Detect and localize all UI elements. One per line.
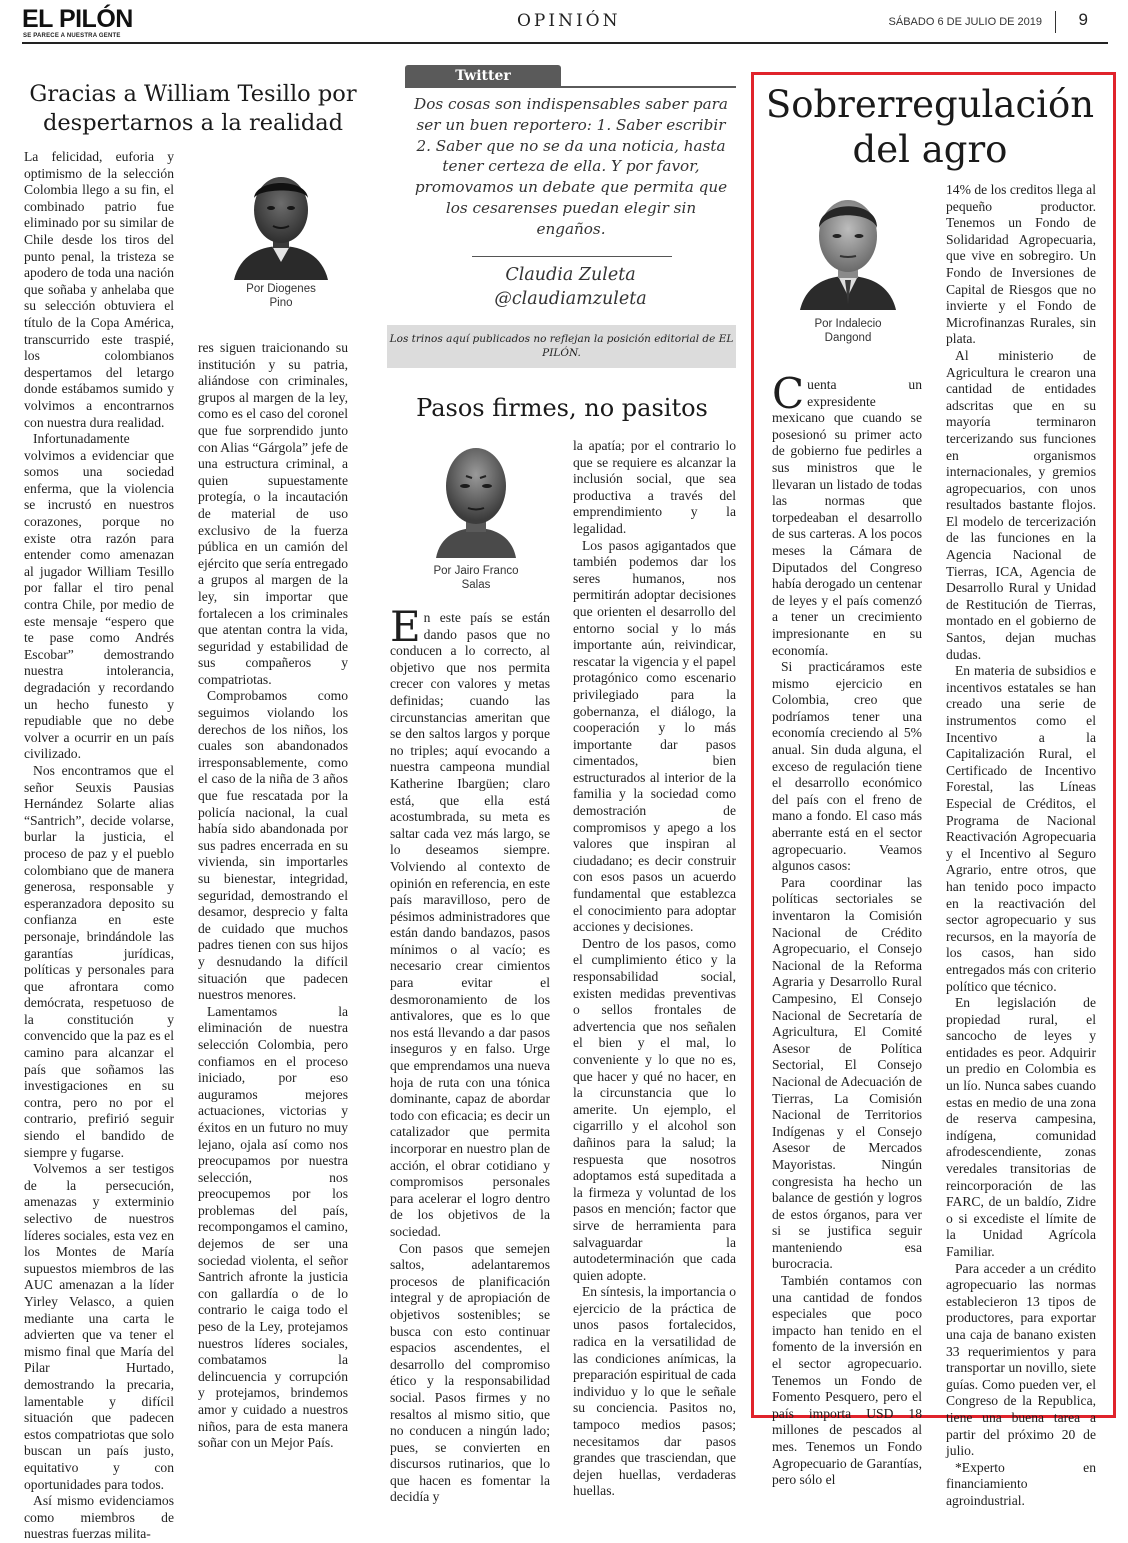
article1-column2 (198, 340, 348, 1451)
article1-byline (226, 282, 336, 310)
article3-headline-line1: Sobrerregulación (765, 83, 1095, 126)
article2-byline-line1: Por Jairo Franco (433, 565, 519, 577)
article3-paragraph: Para acceder a un crédito agropecuario las normas establecieron 13 tipos de productores, para exportar una caja de banano existen 33 requerimientos y para transportar un novillo, siete guías. Como pueden ver, el Congreso de la Republica, tiene una buena tarea a partir del próximo 20 de julio. (946, 1260, 1096, 1459)
article3-paragraph: 14% de los creditos llega al pequeño productor. Tenemos un Fondo de Solidaridad Agropecuaria, que vive en sobregiro. Un Fondo de Inversiones de Capital de Riesgos que no invierte y el Fondo de Microfinanzas Rurales, sin plata. (946, 182, 1096, 347)
article3-headline (760, 82, 1100, 172)
article1-column1 (24, 149, 174, 1542)
twitter-quote: Dos cosas son indispensables saber para ser un buen reportero: 1. Saber escribir 2. Saber que no se da una noticia, hasta tener certeza de ella. Y por favor, promovamos un debate que permita que los cesarenses puedan elegir sin engaños. (414, 95, 728, 238)
twitter-disclaimer: Los trinos aquí publicados no reflejan la posición editorial de EL PILÓN. (387, 325, 736, 368)
article2-column2 (573, 438, 736, 1499)
header-rule (22, 42, 1108, 44)
article1-paragraph: La felicidad, euforia y optimismo de la selección Colombia llego a su fin, el combinado patrio fue eliminado por su similar de Chile desde los tiros del punto penal, la tristeza se apodero de toda una nación que soñaba y anhelaba que su selección obtuviera el título de la Copa América, transcurrido este traspié, los colombianos despertamos del letargo donde estábamos sumido y volvimos a encontrarnos con nuestra dura realidad. (24, 149, 174, 430)
article3-paragraph: También contamos con una cantidad de fondos especiales que poco impacto han tenido en el fomento de la inversión en el sector agropecuario. Tenemos un Fondo de Fomento Pesquero, pero el país importa USD 18 millones de pescados al mes. Tenemos un Fondo Agropecuario de Garantías, pero sólo el (772, 1273, 922, 1488)
article3-byline (790, 317, 906, 345)
article1-headline (20, 80, 366, 138)
article2-paragraph: Dentro de los pasos, como el cumplimiento ético y la responsabilidad social, existen medidas preventivas o sellos frontales de advertencia que nos señalen el bien y el mal, lo conveniente y lo que no es, que hacer y qué no hacer, en la circunstancia que lo amerite. Un ejemplo, el cigarrillo y el alcohol son dañinos para la salud; la respuesta que nosotros adoptamos está supeditada a la firmeza y voluntad de los pasos en mención; factor que sirve de herramienta para salvaguardar la autodeterminación que cada quien adopte. (573, 935, 736, 1283)
twitter-signature-rule (472, 256, 672, 257)
article1-paragraph: Comprobamos como seguimos violando los derechos de los niños, los cuales son abandonados irresponsablemente, como el caso de la niña de 3 años que fue rescatada por la policía nacional, la cual había sido abandonada por sus padres encerrada en su vivienda, sin importarles su bienestar, integridad, seguridad, demostrando el desamor, desprecio y falta de cuidado que muchos padres tienen con sus hijos y desnudando la difícil situación que padecen nuestros menores. (198, 688, 348, 1003)
article1-paragraph: res siguen traicionando su institución y su patria, aliándose con criminales, grupos al margen de la ley, como es el caso del coronel que fue sorprendido junto con Alias “Gárgola” jefe de una estructura criminal, a quien supuestamente protegía, o la incautación de material de uso exclusivo de la fuerza pública en un camión del ejército que sería entregado a grupos al margen de la ley, sin importar que fortalecen a los criminales que atentan contra la vida, seguridad y estabilidad de sus compañeros y compatriotas. (198, 340, 348, 687)
article3-headline-line2: del agro (852, 128, 1008, 171)
article3-byline-line2: Dangond (824, 332, 872, 344)
twitter-author-handle: @claudiamzuleta (494, 289, 647, 309)
newspaper-logo: EL PILÓN (22, 5, 133, 33)
author-note: *Experto en financiamiento agroindustrial. (946, 1459, 1096, 1508)
article2-paragraph: Con pasos que semejen saltos, adelantaremos procesos de planificación integral y de apropiación de objetivos sostenibles; se busca con esto continuar espacios ascendentes, el desarrollo del compromiso ético y la responsabilidad social. Pasos firmes y no resaltos al mismo sitio, que no conducen a ningún lado; pues, se convierten en discursos rutinarios, que lo que hacen es fomentar la decidía y (390, 1240, 550, 1505)
article3-column1 (772, 369, 922, 1488)
article1-paragraph: Lamentamos la eliminación de nuestra selección Colombia, pero confiamos en el proceso iniciado, por eso auguramos mejores actuaciones, victorias y éxitos en un futuro no muy lejano, ojala así como nos preocupamos por nuestra selección, nos preocupemos por los problemas del país, recompongamos el camino, dejemos de ser una sociedad violenta, el señor Santrich afronte la justicia con gallardía o de lo contrario le caiga todo el peso de la Ley, protejamos nuestros líderes sociales, combatamos la delincuencia y corrupción y protejamos, brindemos amor y cuidado a nuestros niños, para de esta manera soñar con un Mejor País. (198, 1003, 348, 1451)
article3-paragraph: En legislación de propiedad rural, el sancocho de leyes y entidades es peor. Adquirir un predio en Colombia es un lío. Nunca sabes cuando estas en medio de una zona de reserva campesina, indígena, comunidad afrodescendiente, zonas veredales transitorias de reincorporación de las FARC, de un baldío, Zidre o si excediste el límite de la Unidad Agrícola Familiar. (946, 995, 1096, 1259)
article2-paragraph: En síntesis, la importancia o ejercicio de la práctica de unos pasos fortalecidos, radica en la versatilidad de las condiciones anímicas, la preparación espiritual de cada individuo y lo que le señale su conciencia. Pasitos no, tampoco medios pasos; necesitamos dar pasos grandes que trasciendan, que dejen huellas, verdaderas huellas. (573, 1284, 736, 1499)
author-photo-diogenes-pino (226, 166, 336, 280)
article2-byline (417, 564, 535, 592)
section-title: OPINIÓN (517, 11, 621, 31)
issue-date: SÁBADO 6 DE JULIO DE 2019 (888, 16, 1042, 28)
article3-paragraph: Cuenta un expresidente mexicano que cuando se posesionó su primer acto de gobierno fue pedirles a sus ministros que le llevaran un listado de todas las normas que torpedeaban el desarrollo de sus carteras. A los pocos meses la Cámara de Diputados del Congreso había derogado un centenar de leyes y el país comenzó a tener un crecimiento impresionante en su economía. (772, 369, 922, 658)
article1-byline-line1: Por Diogenes (246, 283, 316, 295)
article3-paragraph: En materia de subsidios e incentivos estatales se han creado una serie de instrumentos como el Incentivo a la Capitalización Rural, el Certificado de Incentivo Forestal, las Líneas Especial de Créditos, el Programa de Nacional Reactivación Agropecuaria y el Incentivo al Seguro Agrario, entre otros, que han tenido poco impacto en la reactivación del sector agropecuario y sus recursos, en la mayoría de los casos, han sido entregados más con criterio político que técnico. (946, 663, 1096, 994)
article1-byline-line2: Pino (269, 297, 293, 309)
article2-paragraph: la apatía; por el contrario lo que se requiere es alcanzar la inclusión social, que sea productiva a través del emprendimiento y la legalidad. (573, 438, 736, 536)
author-photo-jairo-franco-salas (426, 440, 526, 558)
author-photo-indalecio-dangond (796, 186, 900, 310)
header-divider (1055, 11, 1056, 33)
article2-paragraph: Los pasos agigantados que también podemos dar los seres humanos, nos permitirán adoptar decisiones que orienten el desarrollo del entorno social y lo más importante aún, reivindicar, rescatar la vigencia y el papel protagónico como escenario privilegiado para la gobernanza, el diálogo, la cooperación y lo más importante dar pasos cimentados, bien estructurados al interior de la familia y la sociedad como demostración de compromisos y apego a los valores que inspiran al ciudadano; es decir construir con esos pasos un acuerdo fundamental que establezca el conocimiento para adoptar acciones y decisiones. (573, 537, 736, 935)
article1-paragraph: Volvemos a ser testigos de la persecución, amenazas y exterminio selectivo de nuestros líderes sociales, esta vez en los Montes de María supuestos miembros de las AUC amenazan a la líder Yirley Velasco, a quien mediante una carta le advierten que va tener el mismo final que María del Pilar Hurtado, demostrando la precaria, lamentable y difícil situación que padecen estos compatriotas que solo buscan un país justo, equitativo y con oportunidades para todos. (24, 1161, 174, 1492)
article3-paragraph: Para coordinar las políticas sectoriales se inventaron la Comisión Nacional de Crédito Agropecuario, el Consejo Nacional de la Reforma Agraria y Desarrollo Rural Campesino, El Consejo Nacional de Secretaría de Agricultura, El Comité Asesor de Política Sectorial, El Consejo Nacional de Adecuación de Tierras, La Comisión Nacional de Territorios Indígenas y el Consejo Asesor de Mercados Mayoristas. Ningún congresista ha hecho un balance de gestión y logros de estos órganos, para ver si se justifica seguir manteniendo esa burocracia. (772, 874, 922, 1272)
article1-paragraph: Así mismo evidenciamos como miembros de nuestras fuerzas milita- (24, 1493, 174, 1542)
twitter-rule (405, 86, 736, 88)
article1-headline-line1: Gracias a William Tesillo por (29, 81, 357, 107)
article1-headline-line2: despertarnos a la realidad (42, 110, 344, 136)
article2-column1 (390, 602, 550, 1505)
masthead (22, 6, 1108, 46)
article3-paragraph: Si practicáramos este mismo ejercicio en Colombia, creo que podríamos tener una economía creciendo al 5% anual. Sin duda alguna, el exceso de regulación tiene el desarrollo económico del país con el freno de mano a fondo. El caso más aberrante está en el sector agropecuario. Veamos algunos casos: (772, 659, 922, 874)
article2-headline: Pasos firmes, no pasitos (416, 394, 708, 422)
article2-paragraph: En este país se están dando pasos que no conducen a lo correcto, al objetivo que nos permita crecer con valores y metas definidas; cuando las circunstancias ameritan que se den saltos largos y porque no triples; aquí evocando a nuestra campeona mundial Katherine Ibargüen; claro está, que ella está acostumbrada, su meta es saltar cada vez más largo, se lo deseamos siempre. Volviendo al contexto de opinión en referencia, en este país maravilloso, pero de pésimos administradores que están dando bandazos, pasos mínimos o al vacío; es necesario crear cimientos para evitar el desmoronamiento de los antivalores, que es lo que nos está llevando a dar pasos inseguros y en falso. Urge que emprendamos una nueva hoja de ruta con una tónica dominante, capaz de abordar todo con eficacia; es decir un catalizador que permita incorporar en nuestro plan de acción, el obrar cotidiano y compromisos personales para acelerar el logro dentro de los objetivos de la sociedad. (390, 602, 550, 1239)
newspaper-tagline: SE PARECE A NUESTRA GENTE (23, 33, 121, 39)
page-number: 9 (1078, 10, 1088, 29)
twitter-tab: Twitter (405, 65, 561, 87)
article3-column2 (946, 182, 1096, 1508)
article1-paragraph: Infortunadamente volvimos a evidenciar que somos una sociedad enferma, que la violencia se incrustó en nuestros corazones, porque no existe otra razón para entender como amenazan al jugador William Tesillo por fallar el tiro penal contra Chile, por medio de este mensaje “espero que te pase como Andrés Escobar” demostrando nuestra intolerancia, degradación y recordando un hecho funesto y repudiable que no debe volver a ocurrir en un país civilizado. (24, 431, 174, 762)
article2-byline-line2: Salas (461, 579, 491, 591)
article1-paragraph: Nos encontramos que el señor Seuxis Pausias Hernández Solarte alias “Santrich”, decide volarse, burlar la justicia, el proceso de paz y el pueblo colombiano que de manera generosa, responsable y esperanzadora deposito su confianza en este personaje, brindándole las garantías jurídicas, políticas y personales para que afrontara como demócrata, respetuoso de la constitución y convencido que la paz es el camino para alcanzar el país que soñamos las investigaciones en su contra, pero no por el contrario, prefirió seguir siendo el bandido de siempre y fugarse. (24, 762, 174, 1160)
twitter-author (405, 263, 736, 311)
article3-byline-line1: Por Indalecio (814, 318, 882, 330)
article3-paragraph: Al ministerio de Agricultura le crearon una cantidad de entidades adscritas que en su mayoría terminaron tercerizando sus funciones en organismos internacionales, y gremios agropecuarios, con unos resultados bastante flojos. El modelo de tercerización de las funciones en la Agencia Nacional de Tierras, ICA, Agencia de Desarrollo Rural y Unidad de Restitución de Tierras, montado en el gobierno de Santos, dejan muchas dudas. (946, 347, 1096, 662)
twitter-author-name: Claudia Zuleta (505, 265, 636, 285)
